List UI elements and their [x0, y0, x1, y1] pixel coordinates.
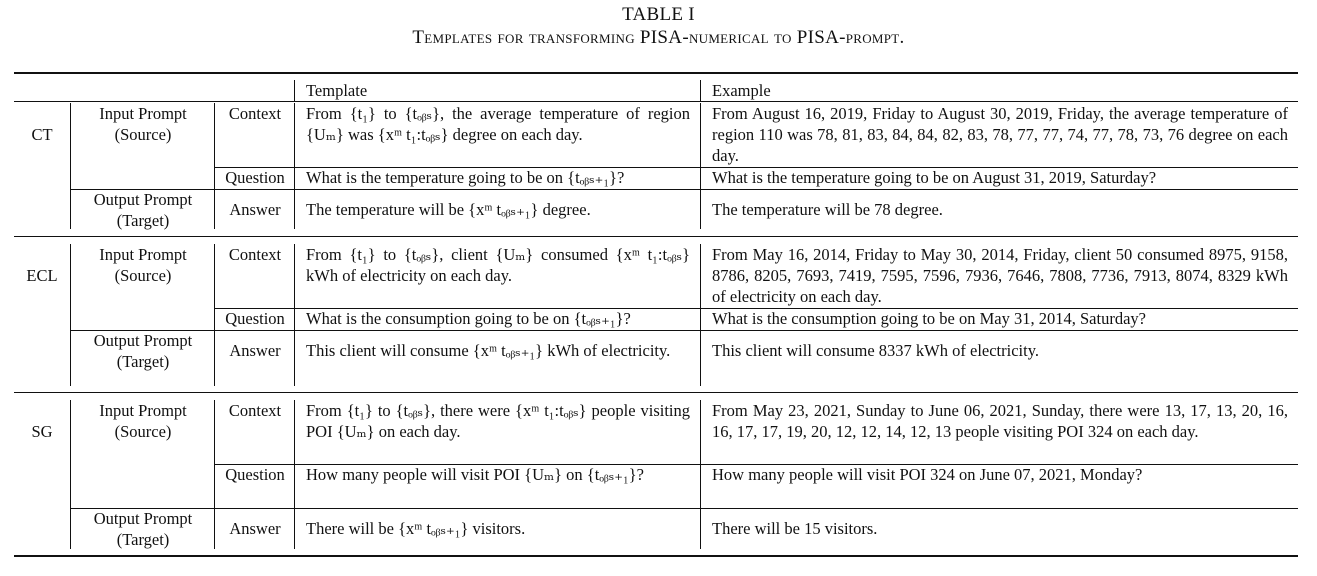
ecl-context-template: From {t₁} to {tₒᵦₛ}, client {Uₘ} consumed {xᵐ t₁:tₒᵦₛ} kWh of electricity on each day.	[306, 245, 690, 285]
sg-answer-example: There will be 15 visitors.	[712, 519, 878, 538]
sg-vrule-c	[294, 400, 295, 549]
bottom-rule	[14, 555, 1298, 557]
ecl-input-output-rule	[70, 330, 1298, 331]
sg-vrule-a	[70, 400, 71, 549]
dataset-name-ecl: ECL	[26, 266, 58, 285]
ct-vrule-d	[700, 103, 701, 229]
ecl-context-label: Context	[228, 245, 282, 264]
ct-vrule-a	[70, 103, 71, 229]
ct-answer-label: Answer	[229, 200, 281, 219]
ct-vrule-c	[294, 103, 295, 229]
sg-context-example: From May 23, 2021, Sunday to June 06, 2021, Sunday, there were 13, 17, 13, 20, 16, 16, 17, 17, 19, 20, 12, 12, 14, 12, 13 people visiting POI 324 on each day.	[712, 401, 1288, 441]
ct-input-output-rule	[70, 189, 1298, 190]
ecl-input-prompt-label: Input Prompt (Source)	[99, 245, 187, 285]
top-rule	[14, 72, 1298, 74]
ecl-vrule-d	[700, 244, 701, 386]
ecl-answer-template: This client will consume {xᵐ tₒᵦₛ₊₁} kWh of electricity.	[306, 341, 671, 360]
ct-vrule-b	[214, 103, 215, 229]
header-vrule-2	[700, 80, 701, 101]
ct-input-prompt-label: Input Prompt (Source)	[99, 104, 187, 144]
header-template: Template	[306, 81, 368, 100]
table-title: Templates for transforming PISA-numerical to PISA-prompt.	[412, 27, 905, 48]
header-rule	[14, 101, 1298, 102]
ecl-question-template: What is the consumption going to be on {tₒᵦₛ₊₁}?	[306, 309, 631, 328]
ecl-answer-example: This client will consume 8337 kWh of electricity.	[712, 341, 1040, 360]
ct-answer-example: The temperature will be 78 degree.	[712, 200, 943, 219]
sg-answer-template: There will be {xᵐ tₒᵦₛ₊₁} visitors.	[306, 519, 526, 538]
sg-input-output-rule	[70, 508, 1298, 509]
ct-output-prompt-label: Output Prompt (Target)	[93, 190, 193, 230]
ct-answer-template: The temperature will be {xᵐ tₒᵦₛ₊₁} degree.	[306, 200, 591, 219]
ct-context-example: From August 16, 2019, Friday to August 30, 2019, Friday, the average temperature of region 110 was 78, 81, 83, 84, 84, 82, 83, 78, 77, 77, 74, 77, 78, 73, 76 degree on each day.	[712, 104, 1288, 165]
sg-answer-label: Answer	[229, 519, 281, 538]
ct-context-template: From {t₁} to {tₒᵦₛ}, the average temperature of region {Uₘ} was {xᵐ t₁:tₒᵦₛ} degree on each day.	[306, 104, 690, 144]
header-vrule-1	[294, 80, 295, 101]
sg-vrule-d	[700, 400, 701, 549]
sg-vrule-b	[214, 400, 215, 549]
header-example: Example	[712, 81, 771, 100]
ecl-sg-rule	[14, 392, 1298, 393]
sg-input-prompt-label: Input Prompt (Source)	[99, 401, 187, 441]
sg-context-label: Context	[228, 401, 282, 420]
dataset-name-ct: CT	[31, 125, 53, 144]
ecl-answer-label: Answer	[229, 341, 281, 360]
sg-question-label: Question	[225, 465, 285, 484]
dataset-name-sg: SG	[31, 422, 53, 441]
sg-output-prompt-label: Output Prompt (Target)	[93, 509, 193, 549]
ecl-question-label: Question	[225, 309, 285, 328]
ct-ecl-rule	[14, 236, 1298, 237]
ct-context-label: Context	[228, 104, 282, 123]
ct-question-label: Question	[225, 168, 285, 187]
sg-question-template: How many people will visit POI {Uₘ} on {tₒᵦₛ₊₁}?	[306, 465, 644, 484]
sg-context-template: From {t₁} to {tₒᵦₛ}, there were {xᵐ t₁:tₒᵦₛ} people visiting POI {Uₘ} on each day.	[306, 401, 690, 441]
ecl-context-example: From May 16, 2014, Friday to May 30, 2014, Friday, client 50 consumed 8975, 9158, 8786, 8205, 7693, 7419, 7595, 7596, 7936, 7646, 7808, 7736, 7913, 8074, 8329 kWh of electricity on each day.	[712, 245, 1288, 306]
ecl-vrule-a	[70, 244, 71, 386]
ecl-output-prompt-label: Output Prompt (Target)	[93, 331, 193, 371]
ecl-vrule-b	[214, 244, 215, 386]
ecl-question-example: What is the consumption going to be on May 31, 2014, Saturday?	[712, 309, 1146, 328]
ecl-vrule-c	[294, 244, 295, 386]
sg-question-example: How many people will visit POI 324 on June 07, 2021, Monday?	[712, 465, 1143, 484]
ct-question-template: What is the temperature going to be on {tₒᵦₛ₊₁}?	[306, 168, 625, 187]
ct-question-example: What is the temperature going to be on August 31, 2019, Saturday?	[712, 168, 1157, 187]
table-label: TABLE I	[622, 4, 695, 25]
